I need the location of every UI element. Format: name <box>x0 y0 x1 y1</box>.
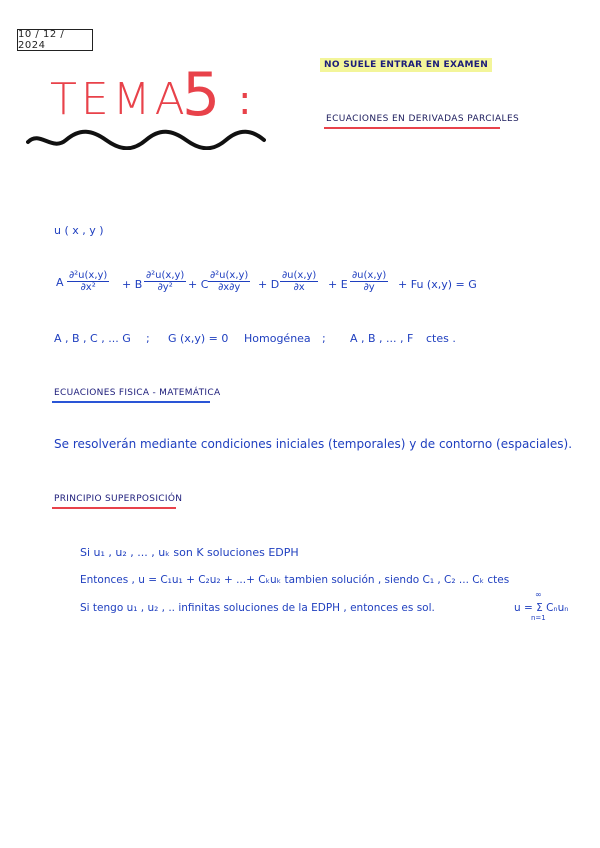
plus-d: + D <box>258 278 280 291</box>
term-b-fraction <box>144 270 186 293</box>
function-definition: u ( x , y ) <box>54 224 104 237</box>
series-solution: u = Σ Cₙuₙ <box>514 602 569 614</box>
homogeneous-label: Homogénea <box>244 332 311 345</box>
homogeneous-condition: G (x,y) = 0 <box>168 332 229 345</box>
term-a-denominator: ∂x² <box>80 282 96 293</box>
sum-upper-limit: ∞ <box>535 590 542 599</box>
term-a-fraction <box>67 270 109 293</box>
physics-section-text: Se resolverán mediante condiciones iniciales (temporales) y de contorno (espaciales). <box>54 437 573 451</box>
term-c-denominator: ∂x∂y <box>218 282 241 293</box>
separator-2: ; <box>322 332 326 345</box>
superposition-heading-underline <box>52 507 176 509</box>
term-c-fraction <box>208 270 250 293</box>
constants-list: A , B , C , ... G <box>54 332 131 345</box>
separator-1: ; <box>146 332 150 345</box>
physics-heading-underline <box>52 401 210 403</box>
term-e-denominator: ∂y <box>363 282 375 293</box>
date-box: 10 / 12 / 2024 <box>17 29 93 51</box>
term-e-numerator: ∂u(x,y) <box>352 270 387 281</box>
topic-subtitle: ECUACIONES EN DERIVADAS PARCIALES <box>326 114 520 124</box>
term-c-numerator: ∂²u(x,y) <box>210 270 249 281</box>
superposition-line-1: Si u₁ , u₂ , ... , uₖ son K soluciones EDPH <box>80 546 299 559</box>
exam-note-highlight: NO SUELE ENTRAR EN EXAMEN <box>320 58 492 72</box>
physics-section-heading: ECUACIONES FISICA - MATEMÁTICA <box>54 388 221 398</box>
sum-lower-limit: n=1 <box>531 614 546 622</box>
term-d-numerator: ∂u(x,y) <box>282 270 317 281</box>
superposition-line-3: Si tengo u₁ , u₂ , .. infinitas soluciones de la EDPH , entonces es sol. <box>80 602 435 614</box>
coef-a: A <box>56 276 64 289</box>
term-a-numerator: ∂²u(x,y) <box>69 270 108 281</box>
subtitle-underline <box>324 127 500 129</box>
term-b-numerator: ∂²u(x,y) <box>146 270 185 281</box>
plus-c: + C <box>188 278 209 291</box>
title-tema: TEMA <box>50 74 189 125</box>
superposition-line-2: Entonces , u = C₁u₁ + C₂u₂ + ...+ Cₖuₖ tambien solución , siendo C₁ , C₂ ... Cₖ ctes <box>80 574 510 586</box>
constants-list-2: A , B , ... , F <box>350 332 414 345</box>
term-d-denominator: ∂x <box>293 282 305 293</box>
term-e-fraction <box>350 270 388 293</box>
title-colon: : <box>238 78 252 124</box>
term-d-fraction <box>280 270 318 293</box>
plus-b: + B <box>122 278 143 291</box>
equation-tail: + Fu (x,y) = G <box>398 278 477 291</box>
superposition-heading: PRINCIPIO SUPERPOSICIÓN <box>54 494 183 504</box>
title-wave-underline <box>26 128 266 150</box>
ctes-label: ctes . <box>426 332 456 345</box>
term-b-denominator: ∂y² <box>157 282 173 293</box>
title-number: 5 <box>182 60 221 130</box>
plus-e: + E <box>328 278 348 291</box>
